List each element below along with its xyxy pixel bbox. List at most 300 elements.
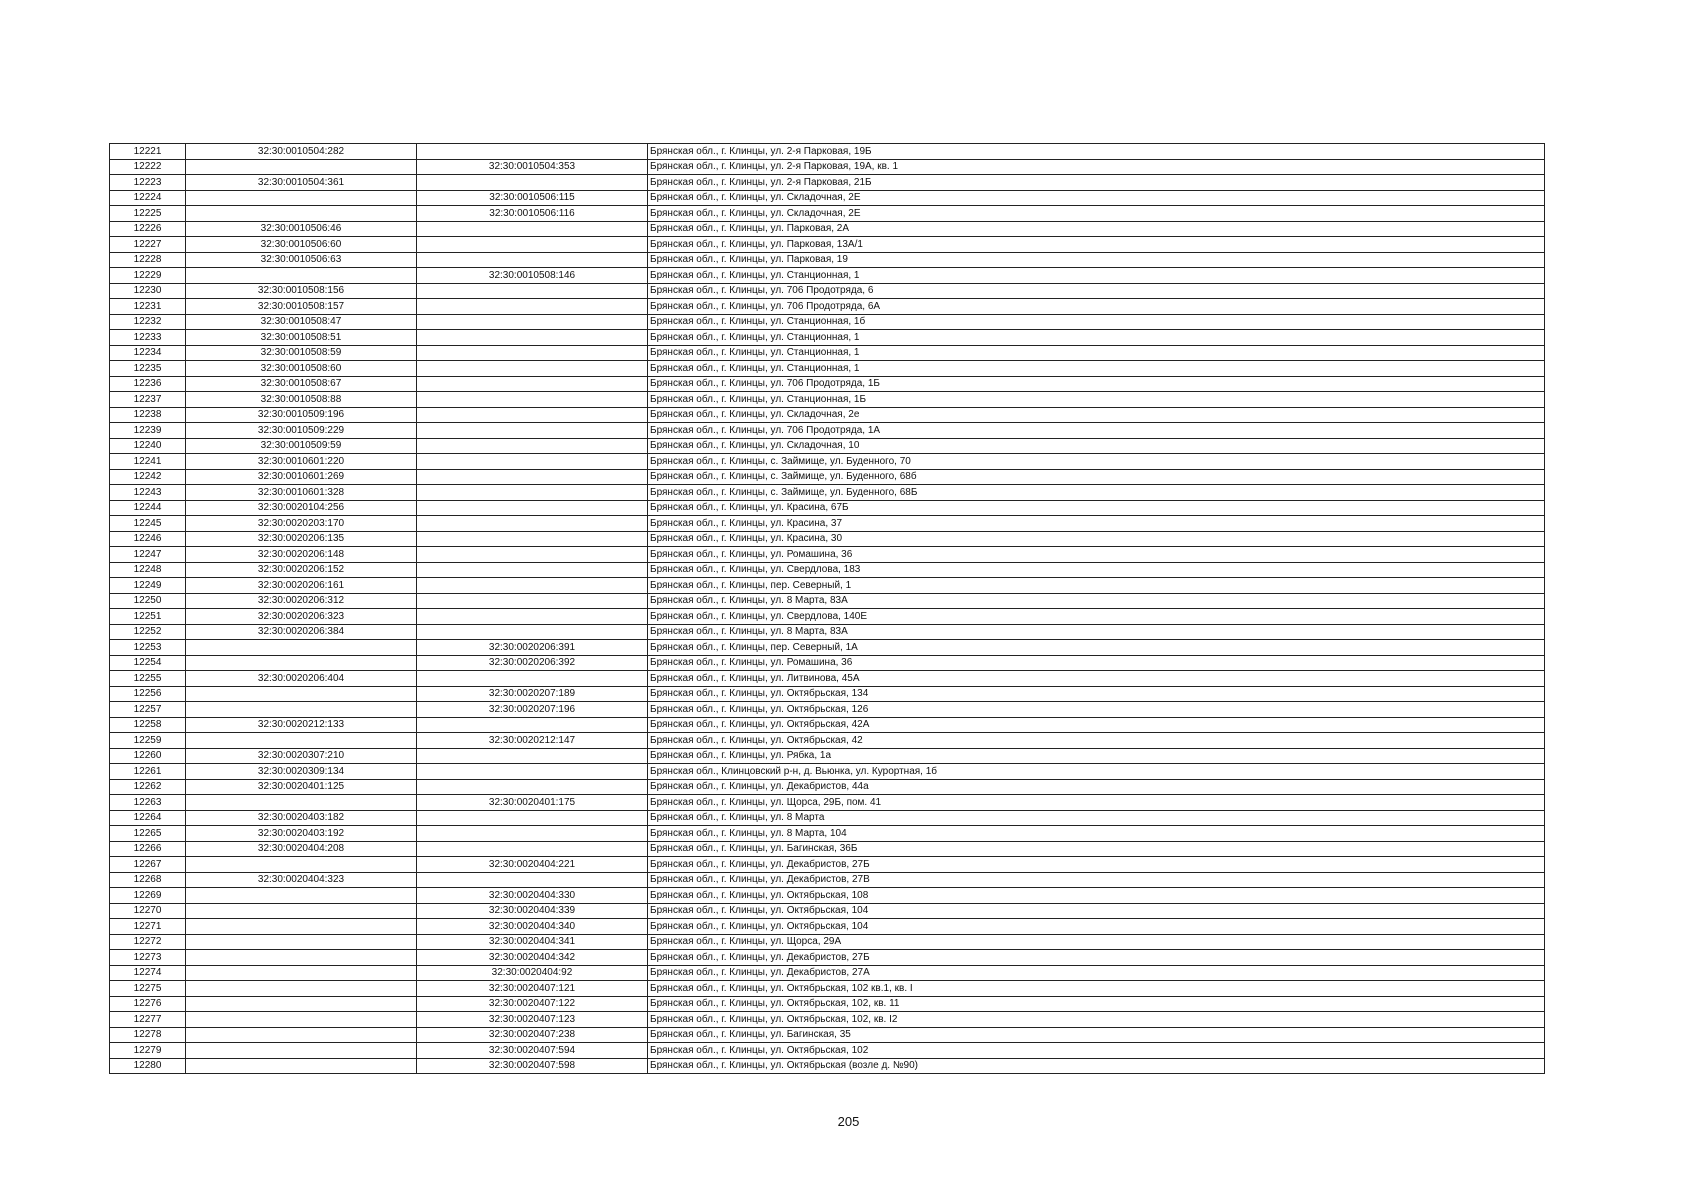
cadastral-number-cell: 32:30:0020206:384 [186, 624, 417, 640]
address-cell: Брянская обл., г. Клинцы, ул. Декабристов, 27Б [648, 950, 1545, 966]
row-number-cell: 12238 [110, 407, 186, 423]
row-number-cell: 12272 [110, 934, 186, 950]
address-cell: Брянская обл., г. Клинцы, ул. 706 Продотряда, 6 [648, 283, 1545, 299]
table-row [110, 376, 1545, 392]
page-number: 205 [837, 1114, 860, 1129]
cadastral-number-cell [186, 686, 417, 702]
address-cell: Брянская обл., г. Клинцы, с. Займище, ул. Буденного, 70 [648, 454, 1545, 470]
cadastral-number-alt-cell [417, 531, 648, 547]
address-cell: Брянская обл., г. Клинцы, с. Займище, ул. Буденного, 68б [648, 469, 1545, 485]
table-row [110, 500, 1545, 516]
row-number-cell: 12248 [110, 562, 186, 578]
row-number-cell: 12246 [110, 531, 186, 547]
cadastral-number-cell: 32:30:0010506:46 [186, 221, 417, 237]
cadastral-number-alt-cell [417, 438, 648, 454]
registry-table-body [110, 144, 1545, 1074]
address-cell: Брянская обл., Клинцовский р-н, д. Вьюнка, ул. Курортная, 1б [648, 764, 1545, 780]
address-cell: Брянская обл., г. Клинцы, ул. Октябрьская, 108 [648, 888, 1545, 904]
address-cell: Брянская обл., г. Клинцы, пер. Северный, 1 [648, 578, 1545, 594]
cadastral-number-alt-cell: 32:30:0010508:146 [417, 268, 648, 284]
table-row [110, 438, 1545, 454]
cadastral-number-alt-cell: 32:30:0020404:92 [417, 965, 648, 981]
cadastral-number-alt-cell [417, 252, 648, 268]
table-row [110, 268, 1545, 284]
cadastral-number-cell: 32:30:0020401:125 [186, 779, 417, 795]
address-cell: Брянская обл., г. Клинцы, ул. Октябрьская, 126 [648, 702, 1545, 718]
cadastral-number-alt-cell [417, 345, 648, 361]
row-number-cell: 12267 [110, 857, 186, 873]
cadastral-number-cell: 32:30:0020104:256 [186, 500, 417, 516]
row-number-cell: 12273 [110, 950, 186, 966]
address-cell: Брянская обл., г. Клинцы, ул. Декабристов, 27А [648, 965, 1545, 981]
address-cell: Брянская обл., г. Клинцы, с. Займище, ул. Буденного, 68Б [648, 485, 1545, 501]
address-cell: Брянская обл., г. Клинцы, ул. Октябрьская, 102, кв. I2 [648, 1012, 1545, 1028]
row-number-cell: 12239 [110, 423, 186, 439]
cadastral-number-alt-cell [417, 175, 648, 191]
cadastral-number-alt-cell [417, 500, 648, 516]
row-number-cell: 12232 [110, 314, 186, 330]
cadastral-number-alt-cell [417, 764, 648, 780]
row-number-cell: 12243 [110, 485, 186, 501]
cadastral-number-alt-cell [417, 717, 648, 733]
cadastral-number-cell: 32:30:0020206:161 [186, 578, 417, 594]
cadastral-number-cell [186, 903, 417, 919]
table-row [110, 717, 1545, 733]
table-row [110, 996, 1545, 1012]
row-number-cell: 12274 [110, 965, 186, 981]
cadastral-number-alt-cell [417, 748, 648, 764]
cadastral-number-cell: 32:30:0020404:323 [186, 872, 417, 888]
row-number-cell: 12256 [110, 686, 186, 702]
cadastral-number-cell [186, 640, 417, 656]
row-number-cell: 12249 [110, 578, 186, 594]
address-cell: Брянская обл., г. Клинцы, ул. Щорса, 29Б, пом. 41 [648, 795, 1545, 811]
row-number-cell: 12251 [110, 609, 186, 625]
row-number-cell: 12234 [110, 345, 186, 361]
table-row [110, 872, 1545, 888]
cadastral-number-alt-cell [417, 547, 648, 563]
row-number-cell: 12252 [110, 624, 186, 640]
row-number-cell: 12257 [110, 702, 186, 718]
cadastral-number-cell [186, 702, 417, 718]
table-row [110, 795, 1545, 811]
table-row [110, 888, 1545, 904]
cadastral-number-alt-cell [417, 485, 648, 501]
cadastral-number-alt-cell [417, 407, 648, 423]
row-number-cell: 12262 [110, 779, 186, 795]
address-cell: Брянская обл., г. Клинцы, ул. Станционная, 1б [648, 314, 1545, 330]
table-row [110, 593, 1545, 609]
cadastral-number-alt-cell: 32:30:0010504:353 [417, 159, 648, 175]
address-cell: Брянская обл., г. Клинцы, ул. Щорса, 29А [648, 934, 1545, 950]
cadastral-number-cell: 32:30:0010601:269 [186, 469, 417, 485]
table-row [110, 671, 1545, 687]
cadastral-number-cell [186, 1012, 417, 1028]
cadastral-number-alt-cell [417, 314, 648, 330]
cadastral-number-cell [186, 934, 417, 950]
row-number-cell: 12266 [110, 841, 186, 857]
row-number-cell: 12240 [110, 438, 186, 454]
cadastral-number-cell: 32:30:0010508:88 [186, 392, 417, 408]
cadastral-number-alt-cell: 32:30:0020207:196 [417, 702, 648, 718]
row-number-cell: 12259 [110, 733, 186, 749]
table-row [110, 237, 1545, 253]
row-number-cell: 12235 [110, 361, 186, 377]
row-number-cell: 12255 [110, 671, 186, 687]
table-row [110, 950, 1545, 966]
cadastral-number-cell: 32:30:0010508:156 [186, 283, 417, 299]
cadastral-number-alt-cell: 32:30:0020404:339 [417, 903, 648, 919]
cadastral-number-cell [186, 950, 417, 966]
row-number-cell: 12231 [110, 299, 186, 315]
cadastral-number-alt-cell [417, 578, 648, 594]
row-number-cell: 12225 [110, 206, 186, 222]
row-number-cell: 12242 [110, 469, 186, 485]
cadastral-number-cell: 32:30:0020403:192 [186, 826, 417, 842]
cadastral-number-cell: 32:30:0010601:328 [186, 485, 417, 501]
row-number-cell: 12241 [110, 454, 186, 470]
cadastral-number-cell: 32:30:0020403:182 [186, 810, 417, 826]
row-number-cell: 12275 [110, 981, 186, 997]
row-number-cell: 12253 [110, 640, 186, 656]
cadastral-number-alt-cell [417, 361, 648, 377]
table-row [110, 469, 1545, 485]
cadastral-number-cell: 32:30:0020206:323 [186, 609, 417, 625]
address-cell: Брянская обл., г. Клинцы, ул. Октябрьская, 102 кв.1, кв. I [648, 981, 1545, 997]
cadastral-number-alt-cell [417, 469, 648, 485]
cadastral-number-alt-cell [417, 872, 648, 888]
table-row [110, 857, 1545, 873]
row-number-cell: 12263 [110, 795, 186, 811]
cadastral-number-alt-cell: 32:30:0020212:147 [417, 733, 648, 749]
table-row [110, 283, 1545, 299]
address-cell: Брянская обл., г. Клинцы, ул. Декабристов, 44а [648, 779, 1545, 795]
address-cell: Брянская обл., г. Клинцы, ул. 706 Продотряда, 1А [648, 423, 1545, 439]
cadastral-number-cell: 32:30:0020309:134 [186, 764, 417, 780]
address-cell: Брянская обл., г. Клинцы, ул. Складочная, 2Е [648, 190, 1545, 206]
cadastral-number-cell [186, 733, 417, 749]
address-cell: Брянская обл., г. Клинцы, ул. Свердлова, 140Е [648, 609, 1545, 625]
cadastral-number-cell: 32:30:0010508:59 [186, 345, 417, 361]
cadastral-number-cell: 32:30:0010506:60 [186, 237, 417, 253]
cadastral-number-alt-cell [417, 144, 648, 160]
cadastral-number-alt-cell [417, 221, 648, 237]
cadastral-number-cell: 32:30:0010508:51 [186, 330, 417, 346]
cadastral-number-cell [186, 919, 417, 935]
address-cell: Брянская обл., г. Клинцы, ул. Октябрьская, 104 [648, 919, 1545, 935]
table-row [110, 965, 1545, 981]
cadastral-registry-table [109, 143, 1545, 1074]
cadastral-number-alt-cell [417, 562, 648, 578]
address-cell: Брянская обл., г. Клинцы, ул. 8 Марта, 83А [648, 593, 1545, 609]
row-number-cell: 12226 [110, 221, 186, 237]
cadastral-number-cell: 32:30:0010508:157 [186, 299, 417, 315]
address-cell: Брянская обл., г. Клинцы, ул. 706 Продотряда, 6А [648, 299, 1545, 315]
address-cell: Брянская обл., г. Клинцы, ул. Октябрьская, 102, кв. 11 [648, 996, 1545, 1012]
address-cell: Брянская обл., г. Клинцы, ул. Литвинова, 45А [648, 671, 1545, 687]
address-cell: Брянская обл., г. Клинцы, ул. Станционная, 1 [648, 361, 1545, 377]
address-cell: Брянская обл., г. Клинцы, ул. Ромашина, 36 [648, 655, 1545, 671]
cadastral-number-alt-cell [417, 779, 648, 795]
row-number-cell: 12258 [110, 717, 186, 733]
table-row [110, 159, 1545, 175]
cadastral-number-alt-cell [417, 593, 648, 609]
table-row [110, 702, 1545, 718]
table-row [110, 748, 1545, 764]
table-row [110, 1012, 1545, 1028]
address-cell: Брянская обл., г. Клинцы, пер. Северный, 1А [648, 640, 1545, 656]
cadastral-number-cell [186, 206, 417, 222]
table-row [110, 903, 1545, 919]
cadastral-number-cell: 32:30:0020206:404 [186, 671, 417, 687]
cadastral-number-alt-cell [417, 423, 648, 439]
cadastral-number-cell [186, 159, 417, 175]
cadastral-number-alt-cell [417, 237, 648, 253]
table-row [110, 934, 1545, 950]
table-row [110, 640, 1545, 656]
row-number-cell: 12223 [110, 175, 186, 191]
cadastral-number-cell: 32:30:0020206:148 [186, 547, 417, 563]
table-row [110, 330, 1545, 346]
table-row [110, 252, 1545, 268]
row-number-cell: 12230 [110, 283, 186, 299]
table-row [110, 516, 1545, 532]
row-number-cell: 12278 [110, 1027, 186, 1043]
address-cell: Брянская обл., г. Клинцы, ул. 2-я Парковая, 21Б [648, 175, 1545, 191]
cadastral-number-cell: 32:30:0010509:59 [186, 438, 417, 454]
cadastral-number-alt-cell: 32:30:0010506:115 [417, 190, 648, 206]
table-row [110, 733, 1545, 749]
address-cell: Брянская обл., г. Клинцы, ул. Рябка, 1а [648, 748, 1545, 764]
table-row [110, 299, 1545, 315]
row-number-cell: 12247 [110, 547, 186, 563]
address-cell: Брянская обл., г. Клинцы, ул. 706 Продотряда, 1Б [648, 376, 1545, 392]
cadastral-number-alt-cell: 32:30:0020401:175 [417, 795, 648, 811]
address-cell: Брянская обл., г. Клинцы, ул. Декабристов, 27В [648, 872, 1545, 888]
address-cell: Брянская обл., г. Клинцы, ул. Складочная, 10 [648, 438, 1545, 454]
cadastral-number-cell: 32:30:0020212:133 [186, 717, 417, 733]
address-cell: Брянская обл., г. Клинцы, ул. 8 Марта [648, 810, 1545, 826]
address-cell: Брянская обл., г. Клинцы, ул. Станционная, 1 [648, 268, 1545, 284]
address-cell: Брянская обл., г. Клинцы, ул. Октябрьская, 42А [648, 717, 1545, 733]
row-number-cell: 12224 [110, 190, 186, 206]
cadastral-number-alt-cell [417, 283, 648, 299]
cadastral-number-alt-cell [417, 826, 648, 842]
address-cell: Брянская обл., г. Клинцы, ул. Ромашина, 36 [648, 547, 1545, 563]
table-row [110, 578, 1545, 594]
cadastral-number-cell [186, 1043, 417, 1059]
table-row [110, 609, 1545, 625]
cadastral-number-cell: 32:30:0010508:60 [186, 361, 417, 377]
row-number-cell: 12277 [110, 1012, 186, 1028]
row-number-cell: 12250 [110, 593, 186, 609]
cadastral-number-cell: 32:30:0010504:361 [186, 175, 417, 191]
address-cell: Брянская обл., г. Клинцы, ул. 8 Марта, 104 [648, 826, 1545, 842]
row-number-cell: 12245 [110, 516, 186, 532]
row-number-cell: 12280 [110, 1058, 186, 1074]
address-cell: Брянская обл., г. Клинцы, ул. Красина, 30 [648, 531, 1545, 547]
address-cell: Брянская обл., г. Клинцы, ул. Красина, 37 [648, 516, 1545, 532]
table-row [110, 779, 1545, 795]
cadastral-number-cell [186, 1058, 417, 1074]
table-row [110, 407, 1545, 423]
table-row [110, 144, 1545, 160]
row-number-cell: 12264 [110, 810, 186, 826]
table-row [110, 190, 1545, 206]
cadastral-number-cell [186, 268, 417, 284]
table-row [110, 361, 1545, 377]
cadastral-number-alt-cell: 32:30:0020407:594 [417, 1043, 648, 1059]
cadastral-number-cell: 32:30:0020307:210 [186, 748, 417, 764]
cadastral-number-alt-cell [417, 624, 648, 640]
cadastral-number-cell: 32:30:0010508:47 [186, 314, 417, 330]
cadastral-number-alt-cell: 32:30:0020404:340 [417, 919, 648, 935]
address-cell: Брянская обл., г. Клинцы, ул. Свердлова, 183 [648, 562, 1545, 578]
cadastral-number-alt-cell [417, 671, 648, 687]
cadastral-number-cell [186, 888, 417, 904]
cadastral-number-cell [186, 996, 417, 1012]
table-row [110, 392, 1545, 408]
cadastral-number-alt-cell: 32:30:0020407:238 [417, 1027, 648, 1043]
row-number-cell: 12260 [110, 748, 186, 764]
row-number-cell: 12270 [110, 903, 186, 919]
table-row [110, 1043, 1545, 1059]
cadastral-number-alt-cell: 32:30:0020407:121 [417, 981, 648, 997]
cadastral-number-alt-cell: 32:30:0020404:341 [417, 934, 648, 950]
table-row [110, 764, 1545, 780]
cadastral-number-alt-cell: 32:30:0010506:116 [417, 206, 648, 222]
cadastral-number-alt-cell [417, 392, 648, 408]
address-cell: Брянская обл., г. Клинцы, ул. 8 Марта, 83А [648, 624, 1545, 640]
table-row [110, 1058, 1545, 1074]
table-row [110, 655, 1545, 671]
cadastral-number-alt-cell: 32:30:0020207:189 [417, 686, 648, 702]
cadastral-number-cell: 32:30:0010601:220 [186, 454, 417, 470]
cadastral-number-alt-cell [417, 841, 648, 857]
address-cell: Брянская обл., г. Клинцы, ул. Парковая, 2А [648, 221, 1545, 237]
address-cell: Брянская обл., г. Клинцы, ул. Октябрьская (возле д. №90) [648, 1058, 1545, 1074]
cadastral-number-cell: 32:30:0020206:152 [186, 562, 417, 578]
row-number-cell: 12254 [110, 655, 186, 671]
table-row [110, 981, 1545, 997]
cadastral-number-cell: 32:30:0010508:67 [186, 376, 417, 392]
table-row [110, 686, 1545, 702]
row-number-cell: 12269 [110, 888, 186, 904]
table-row [110, 810, 1545, 826]
table-row [110, 221, 1545, 237]
row-number-cell: 12221 [110, 144, 186, 160]
table-row [110, 624, 1545, 640]
row-number-cell: 12228 [110, 252, 186, 268]
cadastral-number-cell: 32:30:0020203:170 [186, 516, 417, 532]
address-cell: Брянская обл., г. Клинцы, ул. Станционная, 1 [648, 330, 1545, 346]
cadastral-number-alt-cell: 32:30:0020404:342 [417, 950, 648, 966]
cadastral-number-cell [186, 795, 417, 811]
address-cell: Брянская обл., г. Клинцы, ул. Красина, 67Б [648, 500, 1545, 516]
cadastral-number-alt-cell [417, 299, 648, 315]
table-row [110, 485, 1545, 501]
row-number-cell: 12276 [110, 996, 186, 1012]
table-row [110, 531, 1545, 547]
row-number-cell: 12261 [110, 764, 186, 780]
row-number-cell: 12268 [110, 872, 186, 888]
cadastral-number-cell: 32:30:0010509:196 [186, 407, 417, 423]
row-number-cell: 12229 [110, 268, 186, 284]
cadastral-number-cell [186, 1027, 417, 1043]
cadastral-number-alt-cell: 32:30:0020407:122 [417, 996, 648, 1012]
cadastral-number-alt-cell [417, 330, 648, 346]
address-cell: Брянская обл., г. Клинцы, ул. Октябрьская, 42 [648, 733, 1545, 749]
address-cell: Брянская обл., г. Клинцы, ул. Октябрьская, 134 [648, 686, 1545, 702]
table-row [110, 547, 1545, 563]
cadastral-number-cell: 32:30:0020206:135 [186, 531, 417, 547]
row-number-cell: 12236 [110, 376, 186, 392]
row-number-cell: 12279 [110, 1043, 186, 1059]
address-cell: Брянская обл., г. Клинцы, ул. Парковая, 13А/1 [648, 237, 1545, 253]
address-cell: Брянская обл., г. Клинцы, ул. Парковая, 19 [648, 252, 1545, 268]
row-number-cell: 12222 [110, 159, 186, 175]
cadastral-number-alt-cell: 32:30:0020407:598 [417, 1058, 648, 1074]
table-row [110, 454, 1545, 470]
address-cell: Брянская обл., г. Клинцы, ул. Станционная, 1Б [648, 392, 1545, 408]
cadastral-number-alt-cell [417, 516, 648, 532]
row-number-cell: 12271 [110, 919, 186, 935]
cadastral-number-alt-cell: 32:30:0020206:392 [417, 655, 648, 671]
table-row [110, 919, 1545, 935]
cadastral-number-alt-cell [417, 609, 648, 625]
cadastral-number-cell [186, 965, 417, 981]
cadastral-number-alt-cell [417, 454, 648, 470]
cadastral-number-cell [186, 190, 417, 206]
cadastral-number-cell [186, 857, 417, 873]
cadastral-number-alt-cell: 32:30:0020404:330 [417, 888, 648, 904]
address-cell: Брянская обл., г. Клинцы, ул. Октябрьская, 102 [648, 1043, 1545, 1059]
address-cell: Брянская обл., г. Клинцы, ул. Складочная, 2е [648, 407, 1545, 423]
table-row [110, 562, 1545, 578]
cadastral-number-cell [186, 655, 417, 671]
row-number-cell: 12244 [110, 500, 186, 516]
address-cell: Брянская обл., г. Клинцы, ул. Багинская, 35 [648, 1027, 1545, 1043]
cadastral-number-cell: 32:30:0010506:63 [186, 252, 417, 268]
table-row [110, 1027, 1545, 1043]
cadastral-number-alt-cell [417, 810, 648, 826]
table-row [110, 314, 1545, 330]
address-cell: Брянская обл., г. Клинцы, ул. Октябрьская, 104 [648, 903, 1545, 919]
table-row [110, 175, 1545, 191]
address-cell: Брянская обл., г. Клинцы, ул. 2-я Парковая, 19Б [648, 144, 1545, 160]
address-cell: Брянская обл., г. Клинцы, ул. 2-я Парковая, 19А, кв. 1 [648, 159, 1545, 175]
cadastral-number-alt-cell [417, 376, 648, 392]
address-cell: Брянская обл., г. Клинцы, ул. Станционная, 1 [648, 345, 1545, 361]
cadastral-number-cell: 32:30:0010509:229 [186, 423, 417, 439]
address-cell: Брянская обл., г. Клинцы, ул. Декабристов, 27Б [648, 857, 1545, 873]
cadastral-number-alt-cell: 32:30:0020206:391 [417, 640, 648, 656]
table-row [110, 206, 1545, 222]
table-row [110, 423, 1545, 439]
row-number-cell: 12265 [110, 826, 186, 842]
cadastral-number-cell: 32:30:0010504:282 [186, 144, 417, 160]
table-row [110, 841, 1545, 857]
cadastral-number-alt-cell: 32:30:0020404:221 [417, 857, 648, 873]
address-cell: Брянская обл., г. Клинцы, ул. Багинская, 36Б [648, 841, 1545, 857]
cadastral-number-cell: 32:30:0020206:312 [186, 593, 417, 609]
cadastral-number-alt-cell: 32:30:0020407:123 [417, 1012, 648, 1028]
table-row [110, 345, 1545, 361]
table-row [110, 826, 1545, 842]
cadastral-number-cell: 32:30:0020404:208 [186, 841, 417, 857]
row-number-cell: 12233 [110, 330, 186, 346]
address-cell: Брянская обл., г. Клинцы, ул. Складочная, 2Е [648, 206, 1545, 222]
